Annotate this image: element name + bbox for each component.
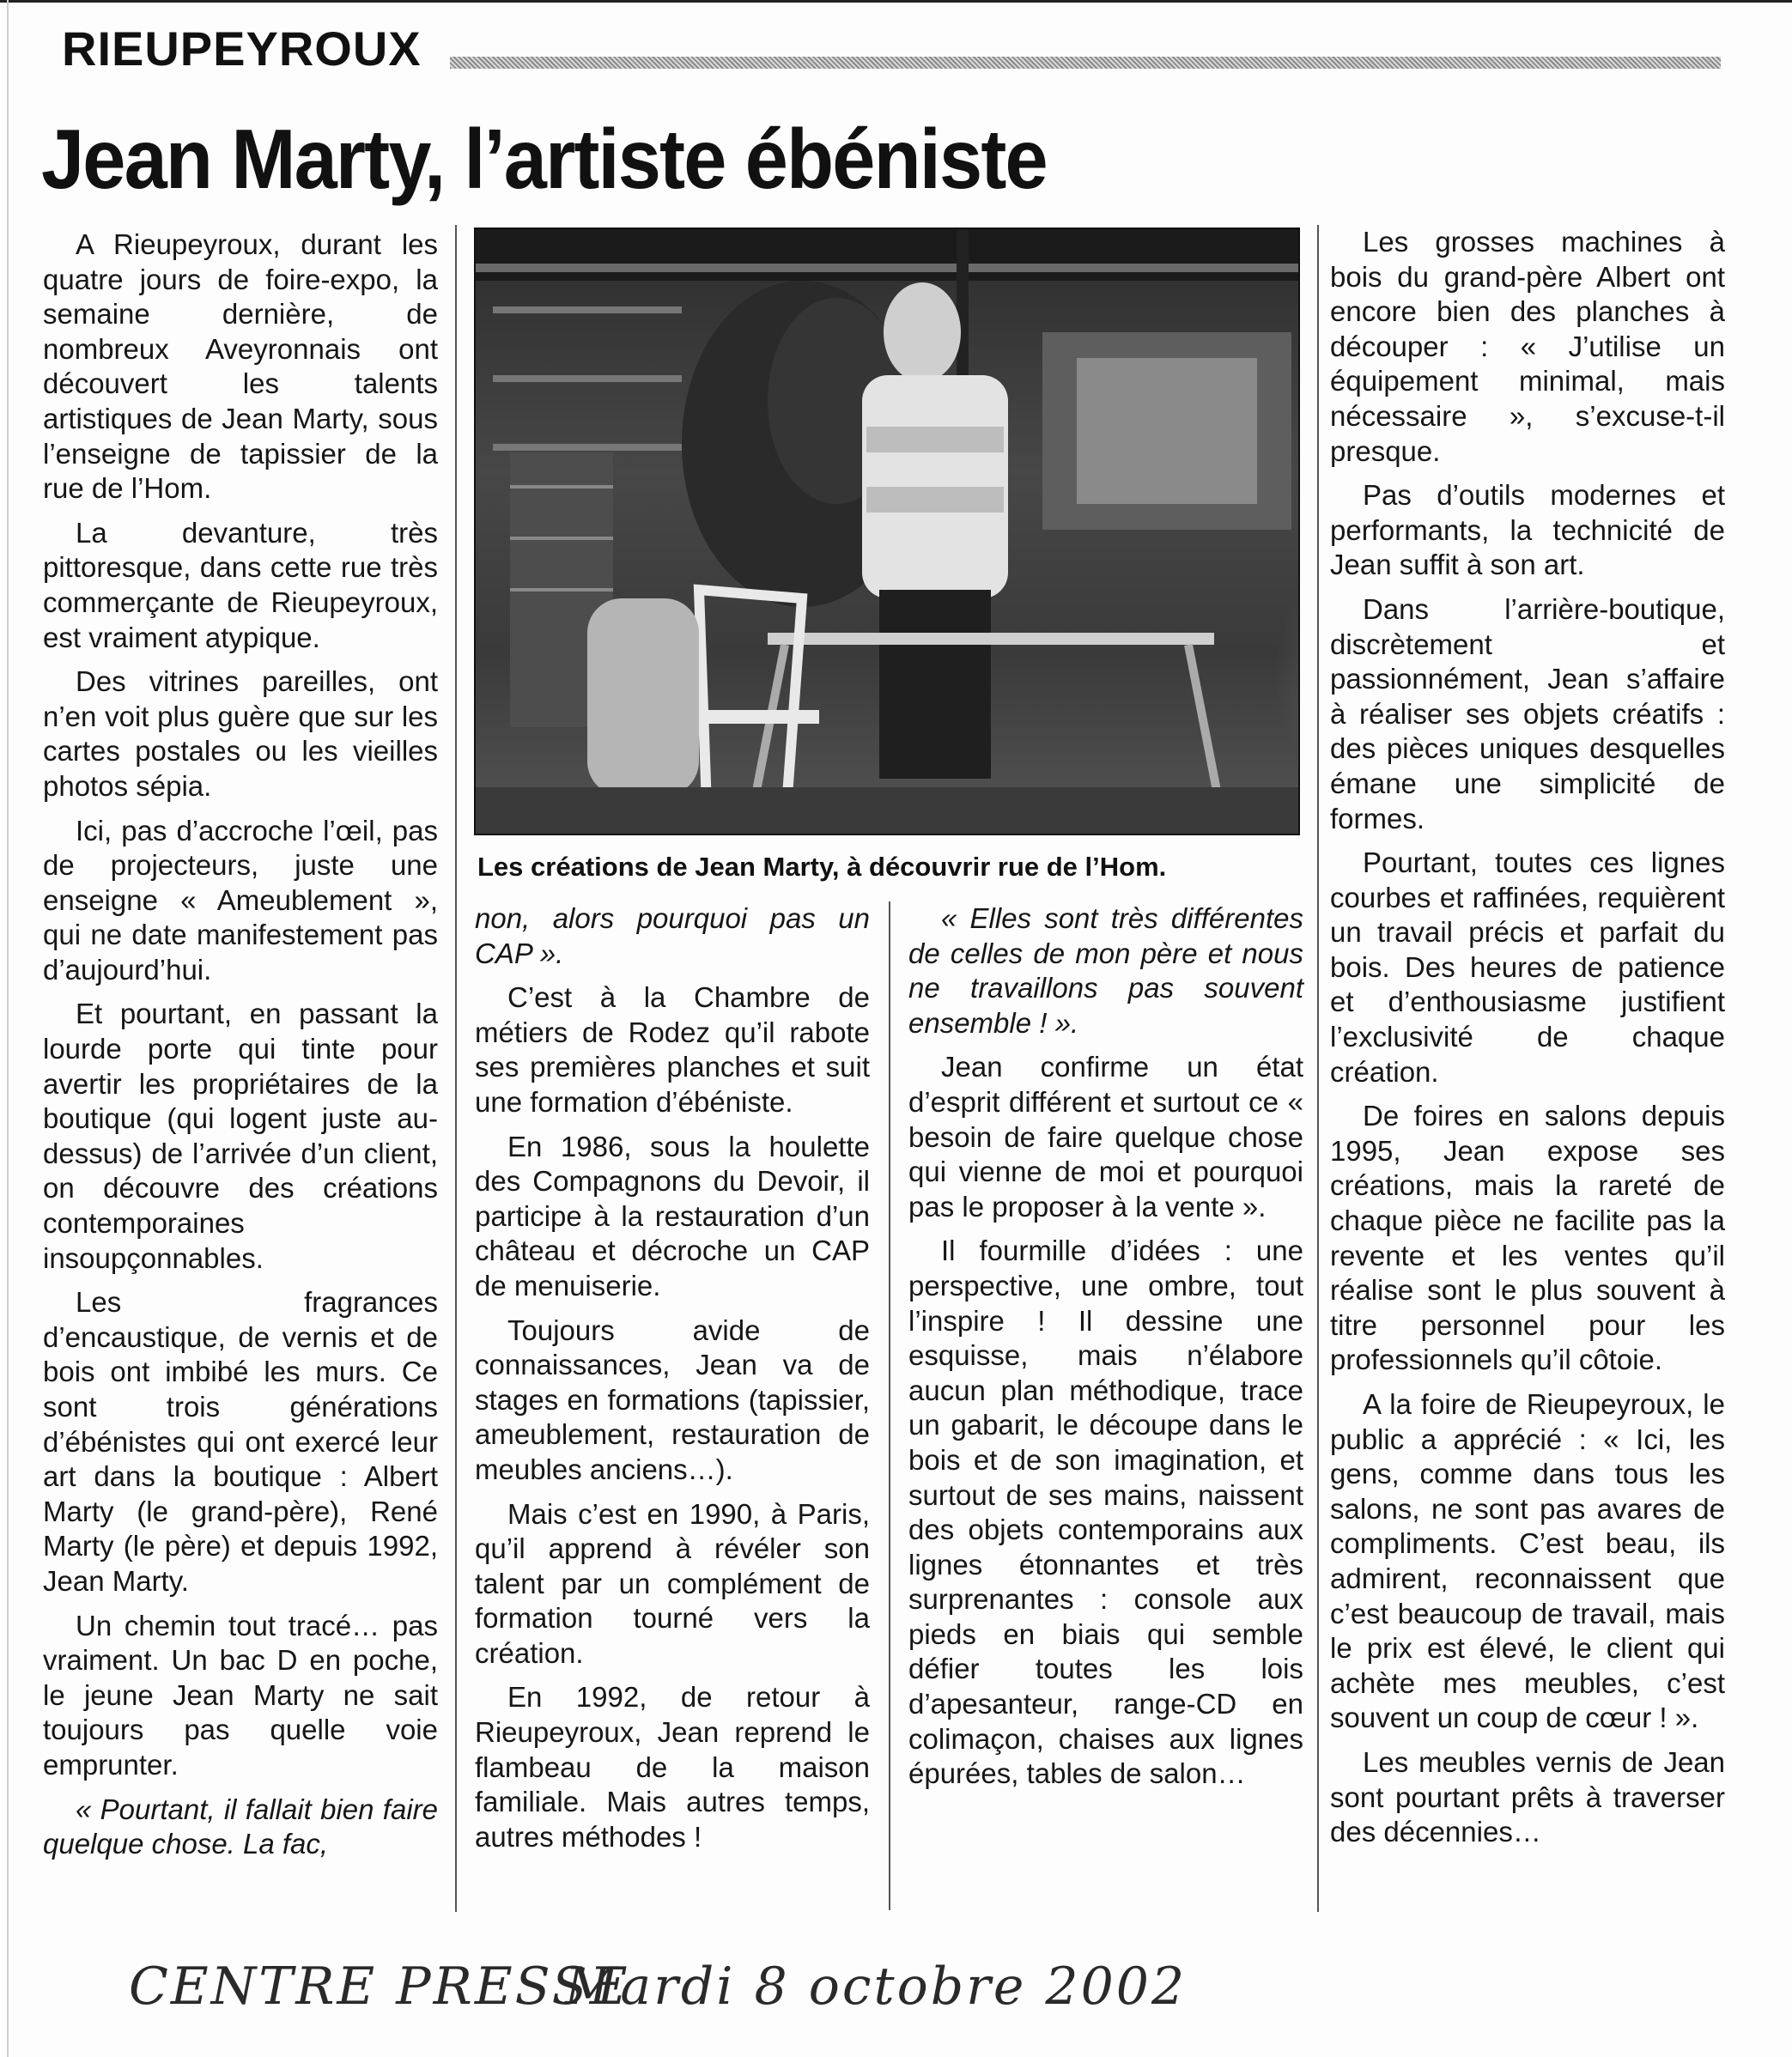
paragraph: Et pourtant, en passant la lourde porte qui tinte pour avertir les propriétaires de la boutique (qui logent juste au-dessus) de l’arrivée d’un client, on découvre des créations contemporaines insoupçonnables. — [43, 998, 438, 1274]
article-column-3 — [908, 901, 1303, 1801]
paragraph: Jean confirme un état d’esprit différent et surtout ce « besoin de faire quelque chose qui vienne de moi et pourquoi pas le proposer à la vente ». — [908, 1051, 1303, 1223]
paragraph: Des vitrines pareilles, ont n’en voit plus guère que sur les cartes postales ou les vieilles photos sépia. — [43, 665, 438, 802]
paragraph: De foires en salons depuis 1995, Jean expose ses créations, mais la rareté de chaque pièce ne facilite pas la revente et les ventes qu’il réalise sont le plus souvent à titre personnel pour les professionnels qu’il côtoie. — [1330, 1100, 1725, 1376]
paragraph: A Rieupeyroux, durant les quatre jours de foire-expo, la semaine dernière, de nombreux Aveyronnais ont découvert les talents artistiques de Jean Marty, sous l’enseigne de tapissier de la rue de l’Hom. — [43, 228, 438, 505]
article-photo — [474, 228, 1300, 835]
paragraph: A la foire de Rieupeyroux, le public a apprécié : « Ici, les gens, comme dans tous les salons, ne sont pas avares de compliments. C’est beau, ils admirent, reconnaissent que c’est beaucoup de travail, mais le prix est élevé, le client qui achète mes meubles, c’est souvent un coup de cœur ! ». — [1330, 1388, 1725, 1734]
article-column-2 — [475, 901, 870, 1864]
paragraph: En 1992, de retour à Rieupeyroux, Jean reprend le flambeau de la maison familiale. Mais autres temps, autres méthodes ! — [475, 1681, 870, 1853]
paragraph: La devanture, très pittoresque, dans cette rue très commerçante de Rieupeyroux, est vraiment atypique. — [43, 516, 438, 653]
paragraph: Pas d’outils modernes et performants, la technicité de Jean suffit à son art. — [1330, 479, 1725, 581]
column-divider — [1317, 225, 1319, 1912]
paragraph: Ici, pas d’accroche l’œil, pas de projecteurs, juste une enseigne « Ameublement », qui ne date manifestement pas d’aujourd’hui. — [43, 814, 438, 986]
paragraph: Les fragrances d’encaustique, de vernis et de bois ont imbibé les murs. Ce sont trois générations d’ébénistes qui ont exercé leur art dans la boutique : Albert Marty (le grand-père), René Marty (le père) et depuis 1992, Jean Marty. — [43, 1286, 438, 1597]
section-rule — [450, 57, 1721, 69]
paragraph: Les meubles vernis de Jean sont pourtant prêts à traverser des décennies… — [1330, 1745, 1725, 1848]
quote-paragraph: non, alors pourquoi pas un CAP ». — [475, 902, 870, 969]
section-header — [62, 19, 1721, 79]
handwritten-source: CENTRE PRESSE — [129, 1957, 630, 2017]
article-headline: Jean Marty, l’artiste ébéniste — [41, 112, 1047, 206]
scan-edge — [7, 0, 9, 2057]
article-column-1 — [43, 228, 438, 1872]
paragraph: C’est à la Chambre de métiers de Rodez qu’il rabote ses premières planches et suit une formation d’ébéniste. — [475, 981, 870, 1118]
photo-illustration — [476, 229, 1298, 834]
paragraph: Dans l’arrière-boutique, discrètement et passionnément, Jean s’affaire à réaliser ses objets créatifs : des pièces uniques desquelles émane une simplicité de formes. — [1330, 592, 1725, 834]
paragraph: Il fourmille d’idées : une perspective, une ombre, tout l’inspire ! Il dessine une esquisse, mais n’élabore aucun plan méthodique, trace un gabarit, le découpe dans le bois et de son imagination, et surtout de ses mains, naissent des objets contemporains aux lignes étonnantes et très surprenantes : console aux pieds en biais qui semble défier toutes les lois d’apesanteur, range-CD en colimaçon, chaises aux lignes épurées, tables de salon… — [908, 1235, 1303, 1790]
quote-paragraph: « Pourtant, il fallait bien faire quelque chose. La fac, — [43, 1793, 438, 1860]
paragraph: Un chemin tout tracé… pas vraiment. Un bac D en poche, le jeune Jean Marty ne sait toujours pas quelle voie emprunter. — [43, 1609, 438, 1781]
article-column-4 — [1330, 225, 1725, 1860]
handwritten-note — [129, 1945, 1188, 2039]
quote-paragraph: « Elles sont très différentes de celles de mon père et nous ne travaillons pas souvent ensemble ! ». — [908, 902, 1303, 1039]
paragraph: Toujours avide de connaissances, Jean va de stages en formations (tapissier, ameublement, restauration de meubles anciens…). — [475, 1314, 870, 1485]
column-divider — [889, 901, 890, 1910]
paragraph: Pourtant, toutes ces lignes courbes et raffinées, requièrent un travail précis et parfait du bois. Des heures de patience et d’enthousiasme justifient l’exclusivité de chaque création. — [1330, 846, 1725, 1088]
column-divider — [455, 225, 457, 1912]
top-border — [0, 0, 1792, 3]
section-name: RIEUPEYROUX — [62, 21, 422, 76]
handwritten-date: Mardi 8 octobre 2002 — [565, 1957, 1188, 2017]
paragraph: Les grosses machines à bois du grand-père Albert ont encore bien des planches à découper : « J’utilise un équipement minimal, mais nécessaire », s’excuse-t-il presque. — [1330, 226, 1725, 467]
paragraph: Mais c’est en 1990, à Paris, qu’il apprend à révéler son talent par un complément de formation tourné vers la création. — [475, 1497, 870, 1669]
paragraph: En 1986, sous la houlette des Compagnons du Devoir, il participe à la restauration d’un château et décroche un CAP de menuiserie. — [475, 1130, 870, 1302]
photo-caption: Les créations de Jean Marty, à découvrir rue de l’Hom. — [477, 852, 1167, 882]
